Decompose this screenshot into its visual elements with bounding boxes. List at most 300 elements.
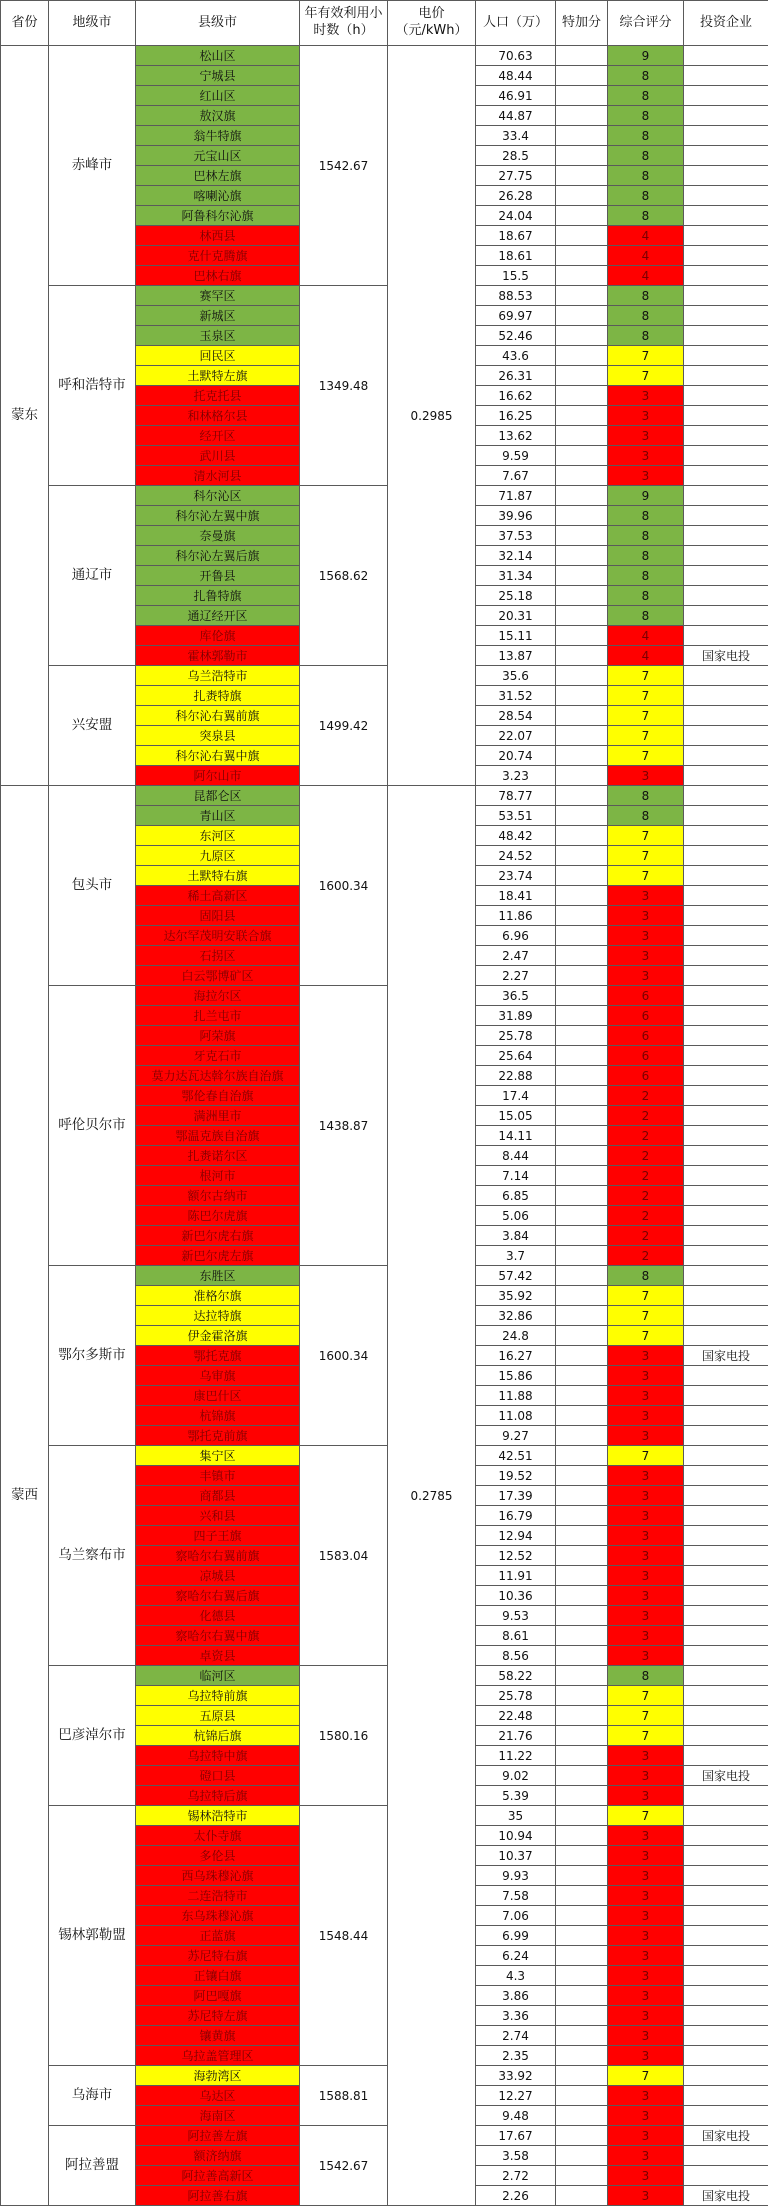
bonus-cell [556,806,608,826]
score-cell: 2 [608,1166,684,1186]
county-cell: 苏尼特右旗 [136,1946,300,1966]
population-cell: 18.67 [476,226,556,246]
bonus-cell [556,466,608,486]
score-cell: 7 [608,686,684,706]
bonus-cell [556,626,608,646]
population-cell: 25.18 [476,586,556,606]
score-cell: 2 [608,1086,684,1106]
population-cell: 2.35 [476,2046,556,2066]
bonus-cell [556,1386,608,1406]
score-cell: 6 [608,1026,684,1046]
company-cell [684,1486,768,1506]
company-cell [684,486,768,506]
bonus-cell [556,1466,608,1486]
population-cell: 31.89 [476,1006,556,1026]
population-cell: 35.6 [476,666,556,686]
company-cell [684,1126,768,1146]
company-cell [684,746,768,766]
city-cell: 乌兰察布市 [49,1446,136,1666]
bonus-cell [556,1546,608,1566]
score-cell: 3 [608,1566,684,1586]
company-cell [684,606,768,626]
company-cell [684,766,768,786]
population-cell: 2.74 [476,2026,556,2046]
population-cell: 15.86 [476,1366,556,1386]
company-cell [684,1306,768,1326]
score-cell: 3 [608,2146,684,2166]
score-cell: 3 [608,1466,684,1486]
population-cell: 7.06 [476,1906,556,1926]
company-cell [684,726,768,746]
city-cell: 乌海市 [49,2066,136,2126]
county-cell: 库伦旗 [136,626,300,646]
company-cell [684,1466,768,1486]
population-cell: 9.27 [476,1426,556,1446]
bonus-cell [556,1826,608,1846]
bonus-cell [556,506,608,526]
bonus-cell [556,2086,608,2106]
score-cell: 4 [608,226,684,246]
table-row [1,486,768,506]
bonus-cell [556,386,608,406]
county-cell: 凉城县 [136,1566,300,1586]
bonus-cell [556,166,608,186]
population-cell: 6.99 [476,1926,556,1946]
score-cell: 7 [608,2066,684,2086]
hours-cell: 1600.34 [300,786,388,986]
company-cell [684,1366,768,1386]
bonus-cell [556,786,608,806]
bonus-cell [556,1506,608,1526]
score-cell: 3 [608,1546,684,1566]
score-cell: 6 [608,1006,684,1026]
county-cell: 红山区 [136,86,300,106]
score-cell: 7 [608,666,684,686]
company-cell [684,1666,768,1686]
county-cell: 克什克腾旗 [136,246,300,266]
county-cell: 宁城县 [136,66,300,86]
company-cell: 国家电投 [684,646,768,666]
company-cell [684,826,768,846]
city-cell: 鄂尔多斯市 [49,1266,136,1446]
score-cell: 3 [608,1526,684,1546]
bonus-cell [556,966,608,986]
company-cell [684,666,768,686]
hours-cell: 1568.62 [300,486,388,666]
header-county: 县级市 [136,1,300,46]
city-cell: 呼伦贝尔市 [49,986,136,1266]
score-cell: 8 [608,166,684,186]
bonus-cell [556,546,608,566]
company-cell [684,1986,768,2006]
company-cell [684,166,768,186]
county-cell: 白云鄂博矿区 [136,966,300,986]
population-cell: 9.93 [476,1866,556,1886]
bonus-cell [556,486,608,506]
company-cell [684,1806,768,1826]
score-cell: 3 [608,1966,684,1986]
price-cell: 0.2985 [388,46,476,786]
county-cell: 科尔沁右翼前旗 [136,706,300,726]
county-cell: 莫力达瓦达斡尔族自治旗 [136,1066,300,1086]
score-cell: 7 [608,826,684,846]
population-cell: 13.87 [476,646,556,666]
company-cell [684,866,768,886]
score-cell: 4 [608,646,684,666]
score-cell: 3 [608,1866,684,1886]
company-cell [684,1406,768,1426]
score-cell: 3 [608,406,684,426]
county-cell: 乌兰浩特市 [136,666,300,686]
score-cell: 8 [608,1266,684,1286]
company-cell [684,1446,768,1466]
population-cell: 9.53 [476,1606,556,1626]
bonus-cell [556,1446,608,1466]
bonus-cell [556,1106,608,1126]
population-cell: 25.78 [476,1026,556,1046]
score-cell: 7 [608,1706,684,1726]
company-cell [684,2026,768,2046]
county-cell: 满洲里市 [136,1106,300,1126]
table-body [1,46,768,2206]
bonus-cell [556,706,608,726]
population-cell: 69.97 [476,306,556,326]
population-cell: 23.74 [476,866,556,886]
company-cell [684,86,768,106]
population-cell: 26.31 [476,366,556,386]
bonus-cell [556,326,608,346]
population-cell: 18.61 [476,246,556,266]
hours-cell: 1349.48 [300,286,388,486]
county-cell: 杭锦旗 [136,1406,300,1426]
company-cell [684,1246,768,1266]
score-cell: 8 [608,286,684,306]
county-cell: 松山区 [136,46,300,66]
company-cell [684,1626,768,1646]
score-cell: 7 [608,1446,684,1466]
company-cell [684,206,768,226]
score-cell: 8 [608,186,684,206]
population-cell: 25.78 [476,1686,556,1706]
score-cell: 3 [608,906,684,926]
score-cell: 3 [608,446,684,466]
county-cell: 达尔罕茂明安联合旗 [136,926,300,946]
population-cell: 5.39 [476,1786,556,1806]
bonus-cell [556,866,608,886]
score-cell: 2 [608,1106,684,1126]
bonus-cell [556,1886,608,1906]
table-row [1,1666,768,1686]
score-cell: 6 [608,1066,684,1086]
county-cell: 卓资县 [136,1646,300,1666]
population-cell: 17.67 [476,2126,556,2146]
city-cell: 呼和浩特市 [49,286,136,486]
population-cell: 16.25 [476,406,556,426]
company-cell [684,446,768,466]
population-cell: 19.52 [476,1466,556,1486]
score-cell: 7 [608,846,684,866]
hours-cell: 1588.81 [300,2066,388,2126]
population-cell: 10.94 [476,1826,556,1846]
company-cell [684,1426,768,1446]
company-cell [684,366,768,386]
bonus-cell [556,1066,608,1086]
population-cell: 24.04 [476,206,556,226]
score-cell: 8 [608,586,684,606]
bonus-cell [556,1786,608,1806]
score-cell: 3 [608,386,684,406]
county-cell: 额尔古纳市 [136,1186,300,1206]
bonus-cell [556,686,608,706]
county-cell: 陈巴尔虎旗 [136,1206,300,1226]
population-cell: 33.4 [476,126,556,146]
population-cell: 11.91 [476,1566,556,1586]
bonus-cell [556,2106,608,2126]
company-cell [684,1006,768,1026]
city-cell: 巴彦淖尔市 [49,1666,136,1806]
county-cell: 巴林左旗 [136,166,300,186]
bonus-cell [556,246,608,266]
population-cell: 6.85 [476,1186,556,1206]
hours-cell: 1600.34 [300,1266,388,1446]
county-cell: 丰镇市 [136,1466,300,1486]
county-cell: 镶黄旗 [136,2026,300,2046]
bonus-cell [556,1706,608,1726]
score-cell: 2 [608,1246,684,1266]
score-cell: 7 [608,726,684,746]
population-cell: 36.5 [476,986,556,1006]
population-cell: 24.52 [476,846,556,866]
company-cell [684,1886,768,1906]
table-row [1,666,768,686]
county-cell: 新巴尔虎右旗 [136,1226,300,1246]
bonus-cell [556,766,608,786]
bonus-cell [556,1006,608,1026]
bonus-cell [556,1966,608,1986]
company-cell [684,2046,768,2066]
company-cell [684,1086,768,1106]
bonus-cell [556,2146,608,2166]
city-cell: 兴安盟 [49,666,136,786]
company-cell [684,1386,768,1406]
bonus-cell [556,1026,608,1046]
population-cell: 48.44 [476,66,556,86]
county-cell: 固阳县 [136,906,300,926]
province-cell: 蒙东 [1,46,49,786]
score-cell: 8 [608,306,684,326]
population-cell: 2.26 [476,2186,556,2206]
company-cell [684,906,768,926]
population-cell: 15.05 [476,1106,556,1126]
population-cell: 20.31 [476,606,556,626]
population-cell: 5.06 [476,1206,556,1226]
population-cell: 3.23 [476,766,556,786]
score-cell: 8 [608,146,684,166]
bonus-cell [556,1766,608,1786]
bonus-cell [556,1406,608,1426]
bonus-cell [556,2166,608,2186]
county-cell: 临河区 [136,1666,300,1686]
company-cell [684,1786,768,1806]
score-cell: 3 [608,1746,684,1766]
score-cell: 3 [608,1366,684,1386]
company-cell [684,286,768,306]
bonus-cell [556,1166,608,1186]
bonus-cell [556,1746,608,1766]
header-hours: 年有效利用小时数（h） [300,1,388,46]
population-cell: 88.53 [476,286,556,306]
population-cell: 22.48 [476,1706,556,1726]
bonus-cell [556,346,608,366]
population-cell: 12.27 [476,2086,556,2106]
score-cell: 8 [608,86,684,106]
hours-cell: 1438.87 [300,986,388,1266]
bonus-cell [556,1606,608,1626]
population-cell: 3.36 [476,2006,556,2026]
company-cell [684,786,768,806]
bonus-cell [556,586,608,606]
county-cell: 鄂温克族自治旗 [136,1126,300,1146]
county-cell: 武川县 [136,446,300,466]
company-cell [684,1186,768,1206]
score-cell: 3 [608,1906,684,1926]
population-cell: 18.41 [476,886,556,906]
population-cell: 11.22 [476,1746,556,1766]
county-cell: 磴口县 [136,1766,300,1786]
county-cell: 扎兰屯市 [136,1006,300,1026]
county-cell: 昆都仑区 [136,786,300,806]
company-cell [684,966,768,986]
county-cell: 鄂托克前旗 [136,1426,300,1446]
county-cell: 牙克石市 [136,1046,300,1066]
score-cell: 8 [608,66,684,86]
company-cell [684,426,768,446]
score-cell: 8 [608,126,684,146]
bonus-cell [556,406,608,426]
bonus-cell [556,1146,608,1166]
company-cell [684,1586,768,1606]
company-cell [684,1646,768,1666]
company-cell [684,1146,768,1166]
population-cell: 48.42 [476,826,556,846]
company-cell [684,226,768,246]
county-cell: 石拐区 [136,946,300,966]
header-population: 人口（万） [476,1,556,46]
county-cell: 扎赉特旗 [136,686,300,706]
bonus-cell [556,1326,608,1346]
population-cell: 12.52 [476,1546,556,1566]
county-cell: 西乌珠穆沁旗 [136,1866,300,1886]
county-cell: 锡林浩特市 [136,1806,300,1826]
company-cell [684,1226,768,1246]
bonus-cell [556,286,608,306]
county-cell: 和林格尔县 [136,406,300,426]
county-cell: 根河市 [136,1166,300,1186]
bonus-cell [556,606,608,626]
company-cell [684,1926,768,1946]
score-cell: 6 [608,986,684,1006]
population-cell: 28.54 [476,706,556,726]
population-cell: 22.88 [476,1066,556,1086]
bonus-cell [556,826,608,846]
city-cell: 赤峰市 [49,46,136,286]
population-cell: 32.86 [476,1306,556,1326]
company-cell [684,2066,768,2086]
population-cell: 42.51 [476,1446,556,1466]
bonus-cell [556,206,608,226]
county-cell: 新巴尔虎左旗 [136,1246,300,1266]
population-cell: 8.56 [476,1646,556,1666]
county-cell: 阿拉善左旗 [136,2126,300,2146]
population-cell: 53.51 [476,806,556,826]
county-cell: 乌拉特后旗 [136,1786,300,1806]
population-cell: 57.42 [476,1266,556,1286]
company-cell [684,1686,768,1706]
score-cell: 3 [608,1846,684,1866]
county-cell: 五原县 [136,1706,300,1726]
bonus-cell [556,2006,608,2026]
company-cell [684,66,768,86]
company-cell [684,1526,768,1546]
score-cell: 3 [608,966,684,986]
population-cell: 14.11 [476,1126,556,1146]
county-cell: 东河区 [136,826,300,846]
score-cell: 8 [608,526,684,546]
bonus-cell [556,1866,608,1886]
population-cell: 15.11 [476,626,556,646]
county-cell: 科尔沁左翼中旗 [136,506,300,526]
population-cell: 9.48 [476,2106,556,2126]
city-cell: 锡林郭勒盟 [49,1806,136,2066]
company-cell [684,1906,768,1926]
population-cell: 4.3 [476,1966,556,1986]
company-cell [684,526,768,546]
score-cell: 8 [608,1666,684,1686]
population-cell: 25.64 [476,1046,556,1066]
score-cell: 8 [608,326,684,346]
score-cell: 7 [608,1306,684,1326]
header-price: 电价（元/kWh） [388,1,476,46]
company-cell [684,946,768,966]
population-cell: 52.46 [476,326,556,346]
population-cell: 7.67 [476,466,556,486]
bonus-cell [556,2026,608,2046]
population-cell: 6.96 [476,926,556,946]
header-company: 投资企业 [684,1,768,46]
county-cell: 土默特右旗 [136,866,300,886]
population-cell: 3.58 [476,2146,556,2166]
bonus-cell [556,1306,608,1326]
company-cell [684,1946,768,1966]
company-cell [684,1966,768,1986]
county-cell: 托克托县 [136,386,300,406]
county-cell: 鄂托克旗 [136,1346,300,1366]
county-cell: 回民区 [136,346,300,366]
company-cell [684,326,768,346]
bonus-cell [556,946,608,966]
company-cell [684,806,768,826]
population-cell: 3.84 [476,1226,556,1246]
county-cell: 化德县 [136,1606,300,1626]
county-cell: 扎赉诺尔区 [136,1146,300,1166]
bonus-cell [556,266,608,286]
county-cell: 四子王旗 [136,1526,300,1546]
county-cell: 伊金霍洛旗 [136,1326,300,1346]
company-cell [684,926,768,946]
company-cell [684,186,768,206]
population-cell: 13.62 [476,426,556,446]
company-cell [684,346,768,366]
